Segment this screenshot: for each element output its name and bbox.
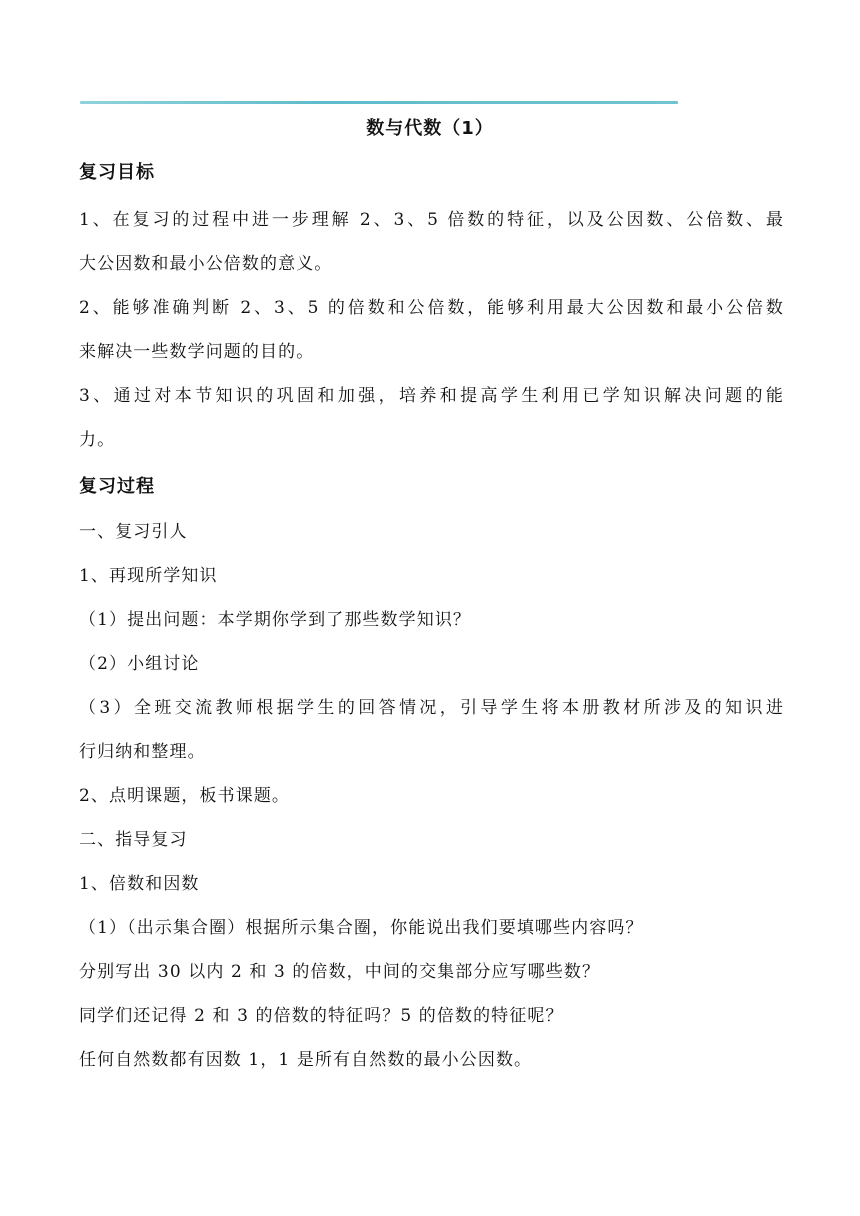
goal-2-line-2: 来解决一些数学问题的目的。 — [79, 342, 315, 362]
subitem-2: （2）小组讨论 — [79, 654, 200, 674]
subitem-3-line-1: （3）全班交流教师根据学生的回答情况，引导学生将本册教材所涉及的知识进 — [79, 698, 784, 718]
goal-1-line-1: 1、在复习的过程中进一步理解 2、3、5 倍数的特征，以及公因数、公倍数、最 — [79, 210, 784, 230]
subitem-3-line-2: 行归纳和整理。 — [79, 742, 206, 762]
section-two-heading: 二、指导复习 — [79, 830, 188, 850]
goal-3-line-1: 3、通过对本节知识的巩固和加强，培养和提高学生利用已学知识解决问题的能 — [79, 386, 784, 406]
subitem-1: （1）提出问题：本学期你学到了那些数学知识？ — [79, 610, 472, 630]
header-rule — [80, 101, 678, 104]
goal-3-line-2: 力。 — [79, 430, 116, 450]
heading-review-process: 复习过程 — [79, 476, 155, 497]
multiples-factors-heading: 1、倍数和因数 — [79, 874, 200, 894]
document-title: 数与代数（1） — [366, 118, 494, 139]
section-one-heading: 一、复习引人 — [79, 522, 188, 542]
goal-1-line-2: 大公因数和最小公倍数的意义。 — [79, 254, 333, 274]
item-1-heading: 1、再现所学知识 — [79, 566, 218, 586]
features-question: 同学们还记得 2 和 3 的倍数的特征吗？5 的倍数的特征呢？ — [79, 1006, 564, 1026]
factor-statement: 任何自然数都有因数 1，1 是所有自然数的最小公因数。 — [79, 1050, 533, 1070]
venn-prompt: （1）（出示集合圈）根据所示集合圈，你能说出我们要填哪些内容吗？ — [79, 918, 644, 938]
multiples-question: 分别写出 30 以内 2 和 3 的倍数，中间的交集部分应写哪些数？ — [79, 962, 601, 982]
item-2: 2、点明课题，板书课题。 — [79, 786, 291, 806]
heading-review-goals: 复习目标 — [79, 162, 155, 183]
goal-2-line-1: 2、能够准确判断 2、3、5 的倍数和公倍数，能够利用最大公因数和最小公倍数 — [79, 298, 784, 318]
